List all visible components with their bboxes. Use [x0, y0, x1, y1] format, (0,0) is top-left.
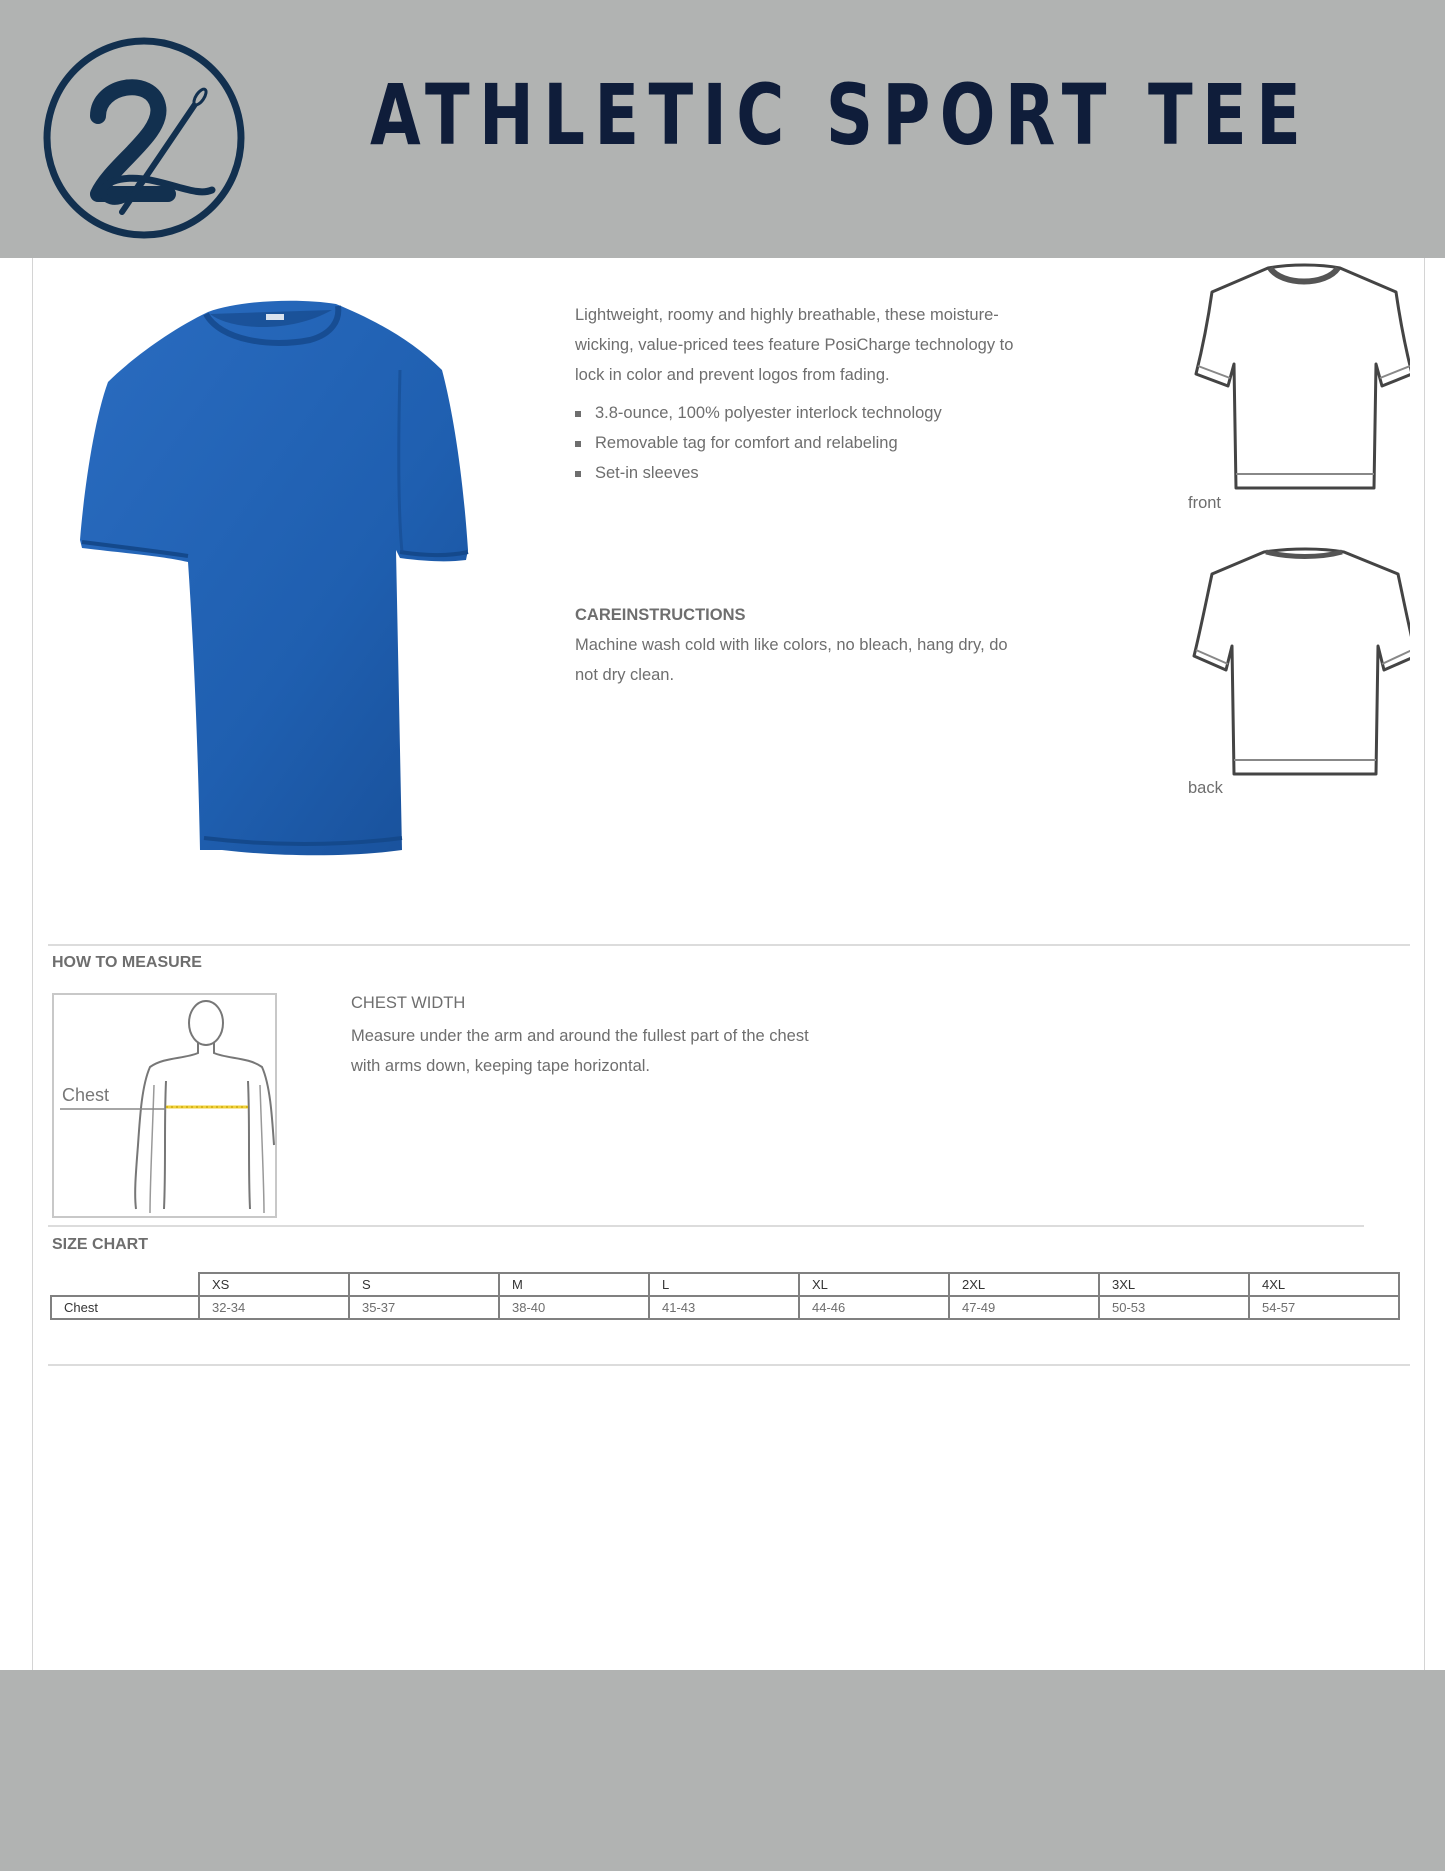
size-value-cell: 50-53: [1099, 1296, 1249, 1319]
footer-band: [0, 1670, 1445, 1871]
size-value-cell: 41-43: [649, 1296, 799, 1319]
size-chart-title: SIZE CHART: [52, 1236, 148, 1253]
back-label: back: [1188, 779, 1223, 797]
size-value-cell: 44-46: [799, 1296, 949, 1319]
size-header-cell: XS: [199, 1273, 349, 1296]
care-instructions: [575, 600, 1015, 690]
size-value-cell: 32-34: [199, 1296, 349, 1319]
brand-logo-icon: [40, 34, 248, 242]
size-header-cell: S: [349, 1273, 499, 1296]
size-header-cell: L: [649, 1273, 799, 1296]
size-value-cell: 35-37: [349, 1296, 499, 1319]
body-outline-icon: [54, 995, 275, 1216]
feature-list: [575, 398, 1015, 488]
size-header-cell: 3XL: [1099, 1273, 1249, 1296]
bullet-icon: [575, 441, 581, 447]
bullet-icon: [575, 471, 581, 477]
chest-width-text: Measure under the arm and around the fullest part of the chest with arms down, keeping tape horizontal.: [351, 1027, 809, 1075]
header-band: [0, 0, 1445, 258]
size-value-cell: 38-40: [499, 1296, 649, 1319]
how-to-measure-title: HOW TO MEASURE: [52, 954, 202, 971]
feature-item: Removable tag for comfort and relabeling: [575, 428, 1015, 458]
measure-diagram: [52, 993, 277, 1218]
left-border: [32, 258, 33, 1670]
feature-item: 3.8-ounce, 100% polyester interlock technology: [575, 398, 1015, 428]
front-flat-sketch: [1190, 260, 1410, 490]
chest-row: [51, 1296, 1399, 1319]
size-header-cell: 2XL: [949, 1273, 1099, 1296]
blank-cell: [51, 1273, 199, 1296]
size-header-cell: 4XL: [1249, 1273, 1399, 1296]
divider: [48, 1364, 1410, 1366]
row-label: Chest: [51, 1296, 199, 1319]
product-description-block: [575, 300, 1015, 488]
size-value-cell: 47-49: [949, 1296, 1099, 1319]
divider: [48, 944, 1410, 946]
care-text: Machine wash cold with like colors, no bleach, hang dry, do not dry clean.: [575, 636, 1008, 684]
right-border: [1424, 258, 1425, 1670]
size-chart-table: [50, 1272, 1400, 1320]
diagram-chest-label: Chest: [62, 1085, 110, 1105]
divider: [48, 1225, 1364, 1227]
front-label: front: [1188, 494, 1222, 512]
size-header-cell: XL: [799, 1273, 949, 1296]
size-value-cell: 54-57: [1249, 1296, 1399, 1319]
product-photo-tee: [70, 290, 480, 860]
care-title: CAREINSTRUCTIONS: [575, 606, 746, 624]
size-header-cell: M: [499, 1273, 649, 1296]
page-title: ATHLETIC SPORT TEE: [370, 66, 1311, 164]
product-description: Lightweight, roomy and highly breathable, these moisture-wicking, value-priced tees feature PosiCharge technology to lock in color and prevent logos from fading.: [575, 306, 1014, 384]
size-header-row: [51, 1273, 1399, 1296]
chest-width-title: CHEST WIDTH: [351, 994, 466, 1012]
bullet-icon: [575, 411, 581, 417]
feature-item: Set-in sleeves: [575, 458, 1015, 488]
back-flat-sketch: [1190, 546, 1410, 776]
